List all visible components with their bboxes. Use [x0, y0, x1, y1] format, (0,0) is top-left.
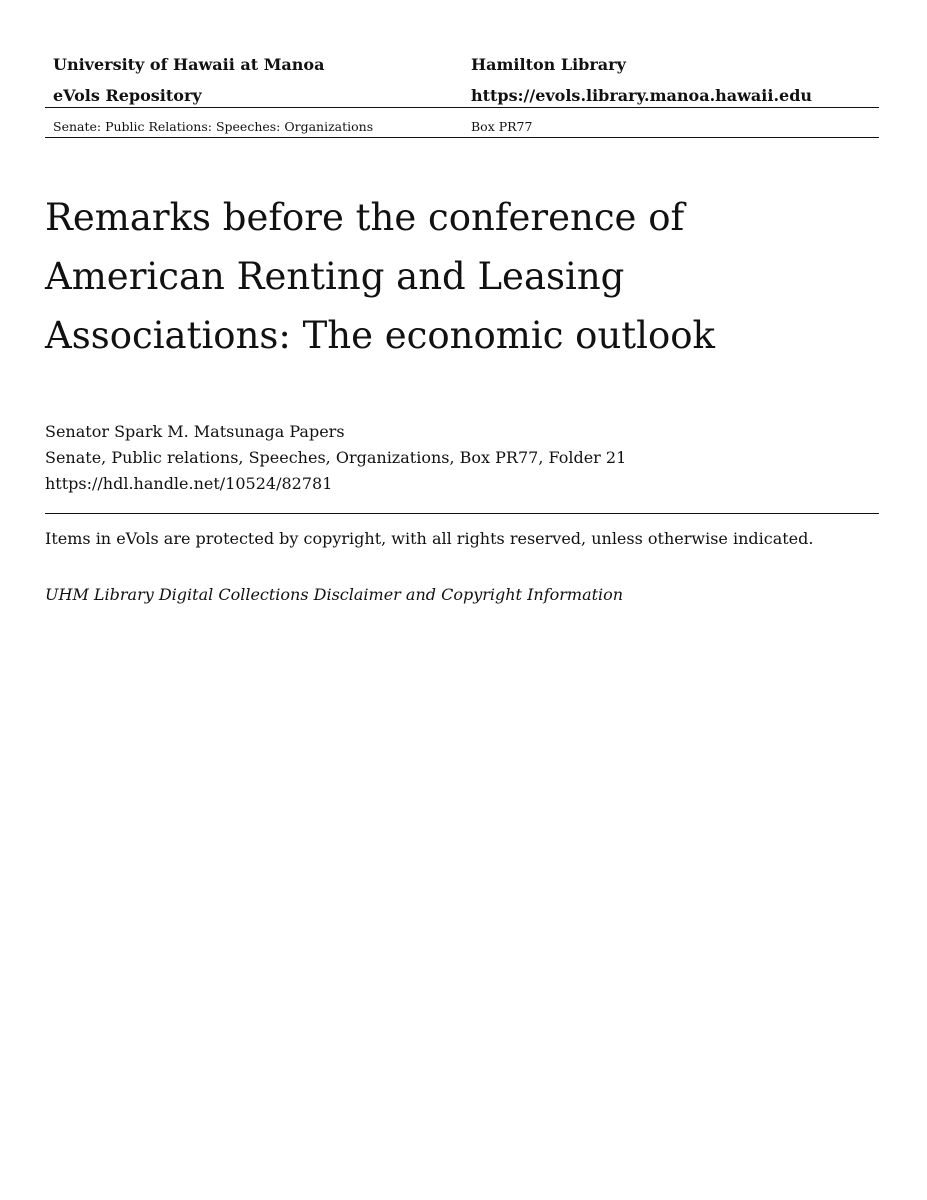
repository-name: eVols Repository — [53, 86, 202, 105]
document-location: Senate, Public relations, Speeches, Organizations, Box PR77, Folder 21 — [45, 448, 627, 467]
papers-collection: Senator Spark M. Matsunaga Papers — [45, 422, 345, 441]
institution-name: University of Hawaii at Manoa — [53, 55, 325, 74]
box-label: Box PR77 — [471, 119, 533, 134]
header-divider-top — [45, 107, 879, 108]
library-name: Hamilton Library — [471, 55, 626, 74]
copyright-notice: Items in eVols are protected by copyright, with all rights reserved, unless otherwise indicated. — [45, 529, 814, 548]
metadata-divider — [45, 513, 879, 514]
document-title: Remarks before the conference of American Renting and Leasing Associations: The economic outlook — [45, 196, 715, 357]
disclaimer-link[interactable]: UHM Library Digital Collections Disclaimer and Copyright Information — [45, 585, 624, 604]
collection-path: Senate: Public Relations: Speeches: Organizations — [53, 119, 374, 134]
header-divider-bottom — [45, 137, 879, 138]
repository-url-link[interactable]: https://evols.library.manoa.hawaii.edu — [471, 86, 813, 105]
handle-link[interactable]: https://hdl.handle.net/10524/82781 — [45, 474, 333, 493]
